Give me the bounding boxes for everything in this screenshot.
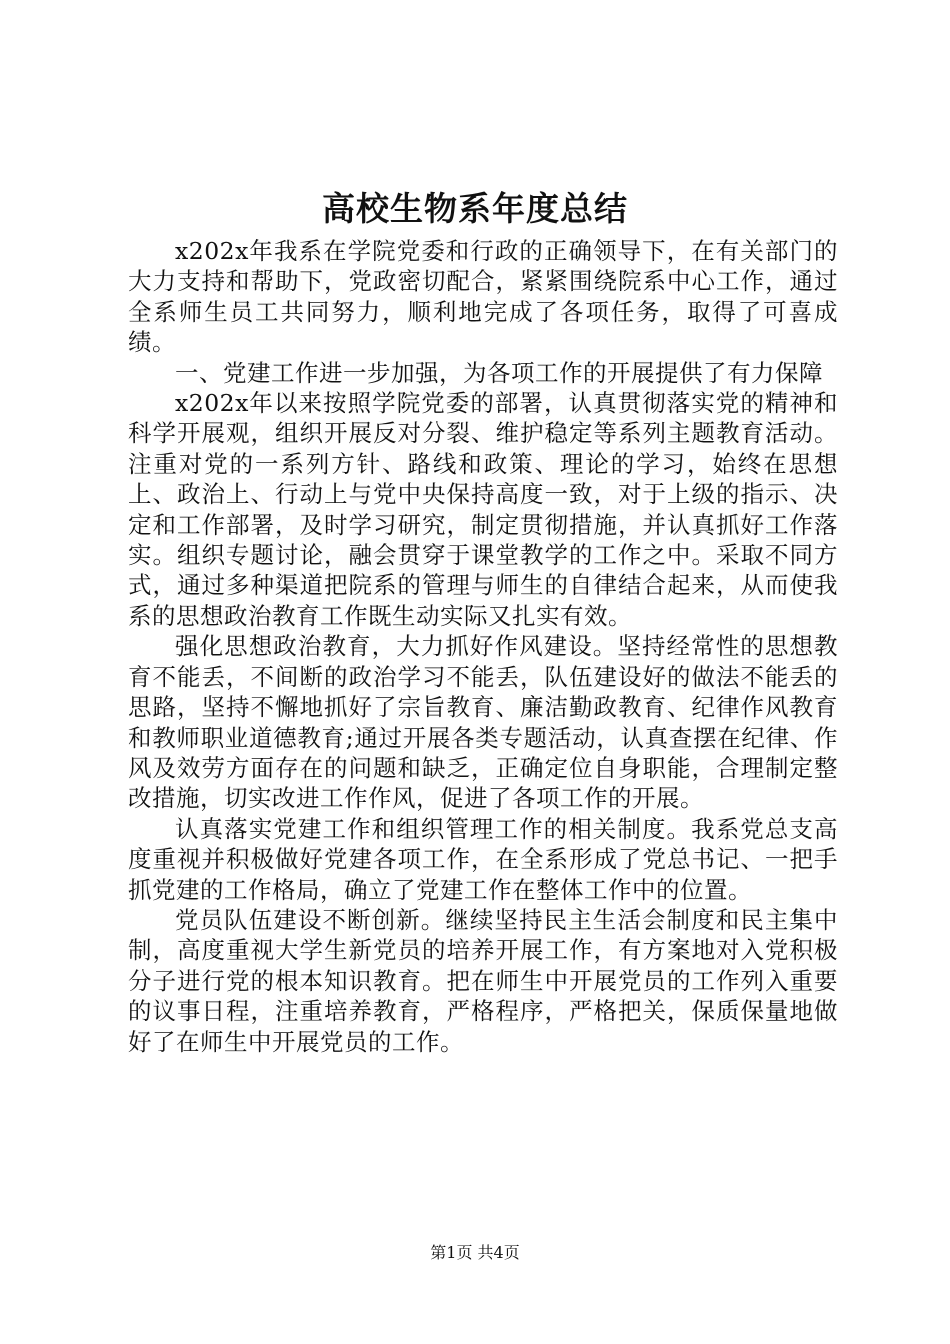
paragraph-political-education: 强化思想政治教育，大力抓好作风建设。坚持经常性的思想教育不能丢，不间断的政治学习不能丢，队伍建设好的做法不能丢的思路，坚持不懈地抓好了宗旨教育、廉洁勤政教育、纪律作风教育和教师职业道德教育;通过开展各类专题活动，认真查摆在纪律、作风及效劳方面存在的问题和缺乏，正确定位自身职能，合理制定整改措施，切实改进工作作风，促进了各项工作的开展。 bbox=[128, 632, 838, 813]
document-body bbox=[128, 236, 838, 1057]
paragraph-management-system: 认真落实党建工作和组织管理工作的相关制度。我系党总支高度重视并积极做好党建各项工作，在全系形成了党总书记、一把手抓党建的工作格局，确立了党建工作在整体工作中的位置。 bbox=[128, 814, 838, 904]
paragraph-party-member-team: 党员队伍建设不断创新。继续坚持民主生活会制度和民主集中制，高度重视大学生新党员的培养开展工作，有方案地对入党积极分子进行党的根本知识教育。把在师生中开展党员的工作列入重要的议事日程，注重培养教育，严格程序，严格把关，保质保量地做好了在师生中开展党员的工作。 bbox=[128, 905, 838, 1056]
paragraph-intro: x202x年我系在学院党委和行政的正确领导下，在有关部门的大力支持和帮助下，党政密切配合，紧紧围绕院系中心工作，通过全系师生员工共同努力，顺利地完成了各项任务，取得了可喜成绩。 bbox=[128, 237, 838, 357]
page-footer: 第1页 共4页 bbox=[430, 1243, 520, 1262]
paragraph-party-deployment: x202x年以来按照学院党委的部署，认真贯彻落实党的精神和科学开展观，组织开展反对分裂、维护稳定等系列主题教育活动。注重对党的一系列方针、路线和政策、理论的学习，始终在思想上、政治上、行动上与党中央保持高度一致，对于上级的指示、决定和工作部署，及时学习研究，制定贯彻措施，并认真抓好工作落实。组织专题讨论，融会贯穿于课堂教学的工作之中。采取不同方式，通过多种渠道把院系的管理与师生的自律结合起来，从而使我系的思想政治教育工作既生动实际又扎实有效。 bbox=[128, 389, 838, 630]
section-heading-party-building: 一、党建工作进一步加强，为各项工作的开展提供了有力保障 bbox=[175, 358, 823, 387]
document-title: 高校生物系年度总结 bbox=[322, 189, 628, 228]
